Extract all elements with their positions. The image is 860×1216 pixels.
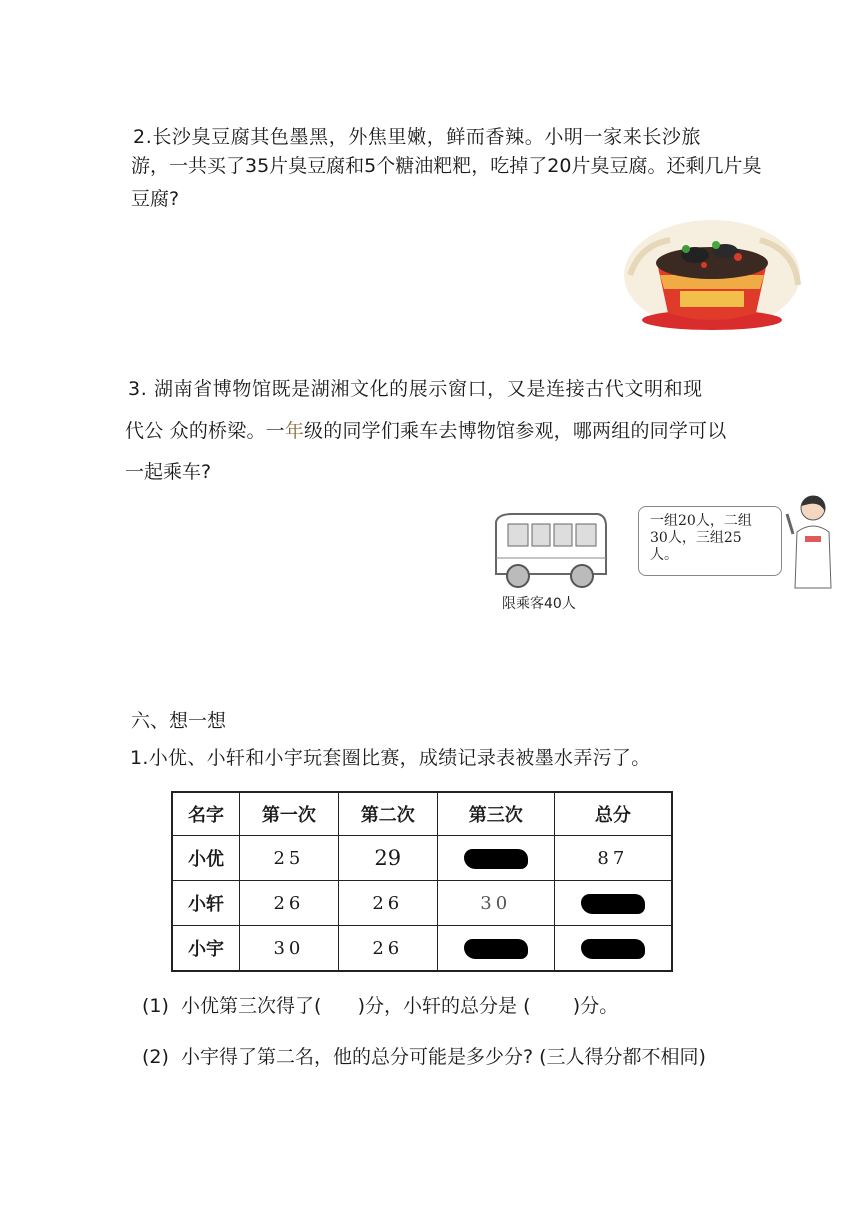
problem2-line2: 游，一共买了35片臭豆腐和5个糖油粑粑，吃掉了20片臭豆腐。还剩几片臭 xyxy=(131,155,762,177)
table-row xyxy=(172,881,672,926)
speech-text: 一组20人，二组30人，三组25人。 xyxy=(650,513,752,563)
problem3-line2 xyxy=(125,422,726,441)
cell-name: 小宇 xyxy=(172,926,239,972)
cell-total xyxy=(554,881,672,926)
subquestion-1: (1) 小优第三次得了( )分，小轩的总分是 ( )分。 xyxy=(142,995,619,1017)
header-name: 名字 xyxy=(172,792,239,836)
cell-third xyxy=(437,926,554,972)
problem3-line2-a: 代公 众的桥梁。一 xyxy=(125,420,285,442)
cell-first: 26 xyxy=(239,881,338,926)
problem2-line1: 2.长沙臭豆腐其色墨黑，外焦里嫩，鲜而香辣。小明一家来长沙旅 xyxy=(133,126,702,148)
cell-first: 25 xyxy=(239,836,338,881)
table-header-row xyxy=(172,792,672,836)
teacher-icon xyxy=(785,492,835,592)
cell-name: 小优 xyxy=(172,836,239,881)
ink-blot xyxy=(464,849,528,869)
cell-total xyxy=(554,926,672,972)
stinky-tofu-image xyxy=(620,205,805,335)
bus-capacity-label: 限乘客40人 xyxy=(502,596,576,612)
problem3-line3: 一起乘车? xyxy=(125,461,212,483)
problem3-line2-c: 级的同学们乘车去博物馆参观，哪两组的同学可以 xyxy=(304,420,727,442)
cell-second: 26 xyxy=(338,926,437,972)
section6-title: 六、想一想 xyxy=(131,710,227,732)
ink-blot xyxy=(464,939,528,959)
cell-name: 小轩 xyxy=(172,881,239,926)
problem2-line3: 豆腐? xyxy=(131,188,180,210)
header-third: 第三次 xyxy=(437,792,554,836)
section6-question1: 1.小优、小轩和小宇玩套圈比赛，成绩记录表被墨水弄污了。 xyxy=(130,747,651,769)
subquestion-2: (2) 小宇得了第二名，他的总分可能是多少分? (三人得分都不相同) xyxy=(142,1046,706,1068)
header-first: 第一次 xyxy=(239,792,338,836)
cell-total: 87 xyxy=(554,836,672,881)
cell-third xyxy=(437,836,554,881)
ink-blot xyxy=(581,894,645,914)
problem3-line2-b: 年 xyxy=(284,420,305,442)
cell-third: 30 xyxy=(437,881,554,926)
score-table xyxy=(171,791,673,972)
problem3-line1: 3. 湖南省博物馆既是湖湘文化的展示窗口，又是连接古代文明和现 xyxy=(128,378,703,400)
cell-second: 29 xyxy=(338,836,437,881)
bus-icon xyxy=(490,510,610,592)
cell-first: 30 xyxy=(239,926,338,972)
ink-blot xyxy=(581,939,645,959)
header-second: 第二次 xyxy=(338,792,437,836)
header-total: 总分 xyxy=(554,792,672,836)
table-row xyxy=(172,836,672,881)
cell-second: 26 xyxy=(338,881,437,926)
table-row xyxy=(172,926,672,972)
